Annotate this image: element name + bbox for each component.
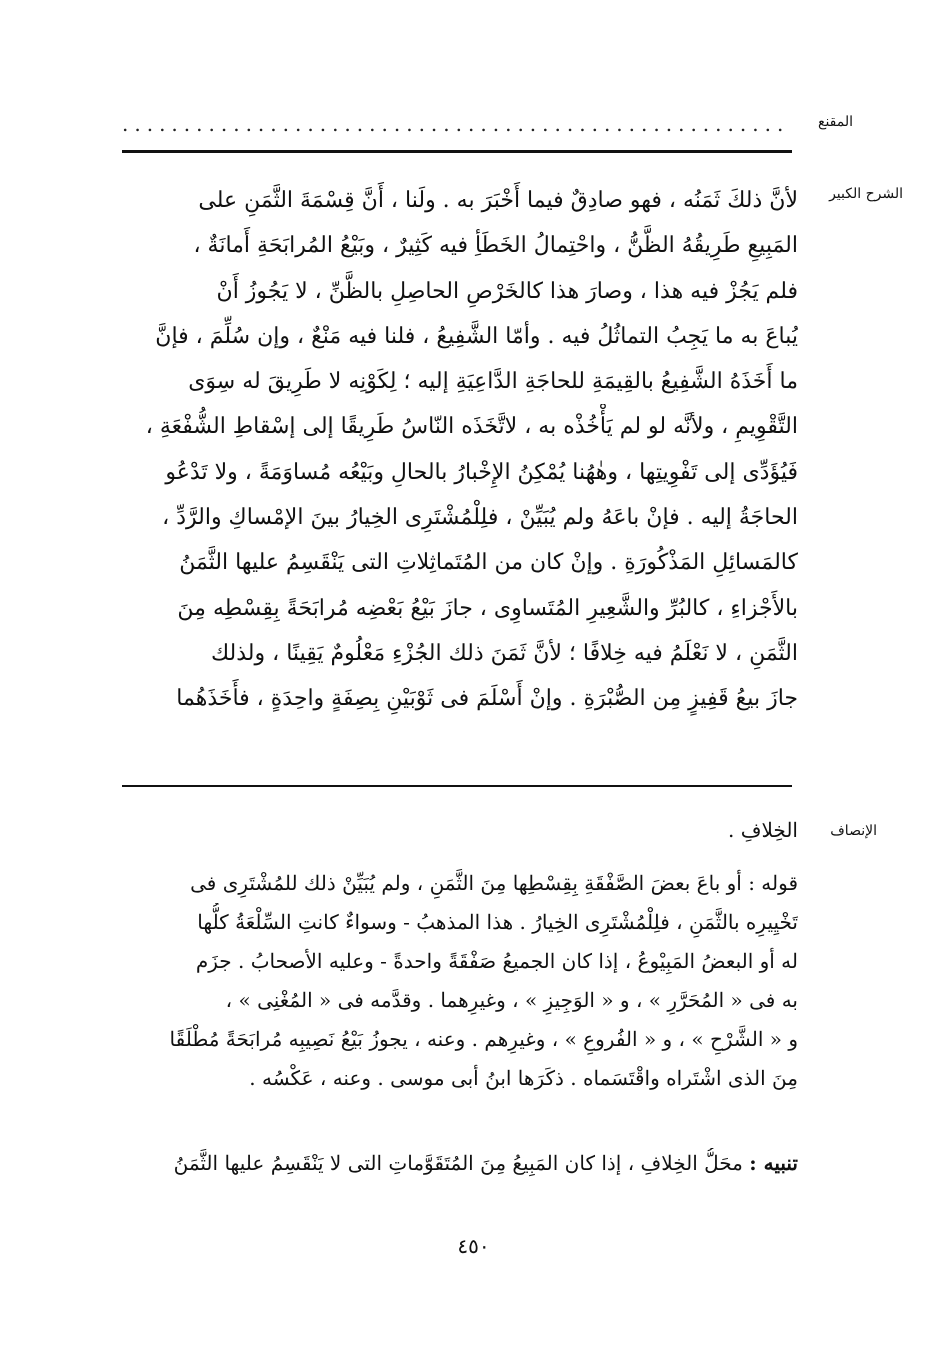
tanbih-label: تنبيه :: [749, 1151, 798, 1175]
text-line: الثَّمَنِ ، لا نَعْلَمُ فيه خِلافًا ؛ لأنَّ ثَمَنَ ذلك الجُزْءِ مَعْلُومٌ يَقِينًا ، ولذلك: [211, 640, 798, 666]
section-label-insaf: الإنصاف: [830, 823, 877, 839]
page-number: ٤٥٠: [457, 1234, 490, 1258]
text-line: الخِلافِ .: [728, 818, 798, 842]
section-divider: [122, 785, 792, 787]
insaf-text-block: [118, 864, 798, 1098]
tanbih-text: محَلُّ الخِلافِ ، إذا كان المَبِيعُ مِنَ المُتَقَوَّماتِ التى لا يَنْقَسِمُ عليها الثَّمَنُ: [173, 1151, 743, 1175]
header-rule: [122, 150, 792, 153]
text-line: فَيُؤَدِّى إلى تَفْوِيتِها ، وهٰهُنا يُمْكِنُ الإِخْبارُ بالحالِ وبَيْعُه مُساوَمَةً ، ولا تَدْعُو: [165, 459, 798, 485]
text-line: له أو البعضُ المَبِيْوعُ ، إذا كان الجميعُ صَفْقَةً واحدةً - وعليه الأصحابُ . جزَم: [195, 949, 798, 973]
text-line: التَّقْوِيمِ ، ولأنَّه لو لم يَأْخُذْه به ، لاتَّخَذَه النّاسُ طَرِيقًا إلى إسْقاطِ الشُّفْعَةِ ،: [145, 414, 798, 440]
text-line: مِنَ الذى اشْتَراه واقْتَسَماه . ذكَرَها ابنُ أبى موسى . وعنه ، عَكْسُه .: [249, 1066, 798, 1090]
text-line: لأنَّ ذلكَ ثَمَنُه ، فهو صادِقٌ فيما أَخْبَرَ به . ولَنا ، أَنَّ قِسْمَةَ الثَّمَنِ على: [198, 188, 798, 213]
text-line: فلم يَجُزْ فيه هذا ، وصارَ هذا كالخَرْصِ الحاصِلِ بالظَّنِّ ، لا يَجُوزُ أَنْ: [216, 278, 798, 304]
tanbih-note: [118, 1148, 798, 1178]
text-line: به فى « المُحَرَّرِ » ، و « الوَجِيزِ » ، وغيرِهما . وقدَّمه فى « المُغْنِى » ،: [225, 988, 798, 1012]
text-line: بالأَجْزاءِ ، كالبُرِّ والشَّعِيرِ المُتَساوِى ، جازَ بَيْعُ بَعْضِه مُرابَحَةً بِقِسْطِه مِنَ: [177, 595, 798, 621]
text-line: يُباعَ به ما يَجِبُ التماثُلُ فيه . وأمّا الشَّفِيعُ ، فلنا فيه مَنْعٌ ، وإن سُلِّمَ ، فإنَّ: [155, 323, 798, 349]
text-line: تَخْيِيرِه بالثَّمَنِ ، فلِلْمُشْتَرِى الخِيارُ . هذا المذهبُ - وسواءٌ كانتِ السِّلْعَةُ كلُّها: [197, 910, 798, 934]
text-line: المَبِيعِ طَرِيقُهُ الظَّنُّ ، واحْتِمالُ الخَطَأِ فيه كَثِيرٌ ، وبَيْعُ المُرابَحَةِ أَمانَةٌ ،: [193, 233, 798, 259]
sharh-text-block: [118, 178, 798, 722]
section-label-sharh: الشرح الكبير: [829, 186, 903, 202]
text-line: جازَ بيعُ قَفِيزٍ مِن الصُّبْرَةِ . وإنْ أَسْلَمَ فى ثَوْبَيْنِ بِصِفَةٍ واحِدَةٍ ، فأَخَذَهُما: [176, 686, 798, 712]
text-line: و « الشَّرْحِ » ، و « الفُروعِ » ، وغيرِهم . وعنه ، يجوزُ بَيْعُ نَصِيبِه مُرابَحَةً مُطْلَقًا: [169, 1027, 798, 1051]
text-line: ما أَخَذَهُ الشَّفِيعُ بالقِيمَةِ للحاجَةِ الدَّاعِيَةِ إليه ؛ لِكَوْنِه لا طَرِيقَ له سِوَى: [188, 369, 798, 395]
header-dotted-leader: ......................................................: [122, 112, 790, 136]
insaf-continuation: [118, 815, 798, 845]
text-line: كالمَسائِلِ المَذْكُورَةِ . وإنْ كان من المُتَماثِلاتِ التى يَنْقَسِمُ عليها الثَّمَنُ: [179, 550, 798, 576]
book-title-header: المقنع: [818, 114, 854, 130]
text-line: الحاجَةُ إليه . فإنْ باعَهُ ولم يُبَيِّنْ ، فلِلْمُشْتَرِى الخِيارُ بينَ الإمْساكِ والرَّدِّ ،: [162, 505, 798, 531]
text-line: قوله : أو باعَ بعضَ الصَّفْقَةِ بِقِسْطِها مِنَ الثَّمَنِ ، ولم يُبَيِّنْ ذلك للمُشْتَرِى فى: [190, 871, 798, 895]
text-line: [118, 1148, 798, 1178]
